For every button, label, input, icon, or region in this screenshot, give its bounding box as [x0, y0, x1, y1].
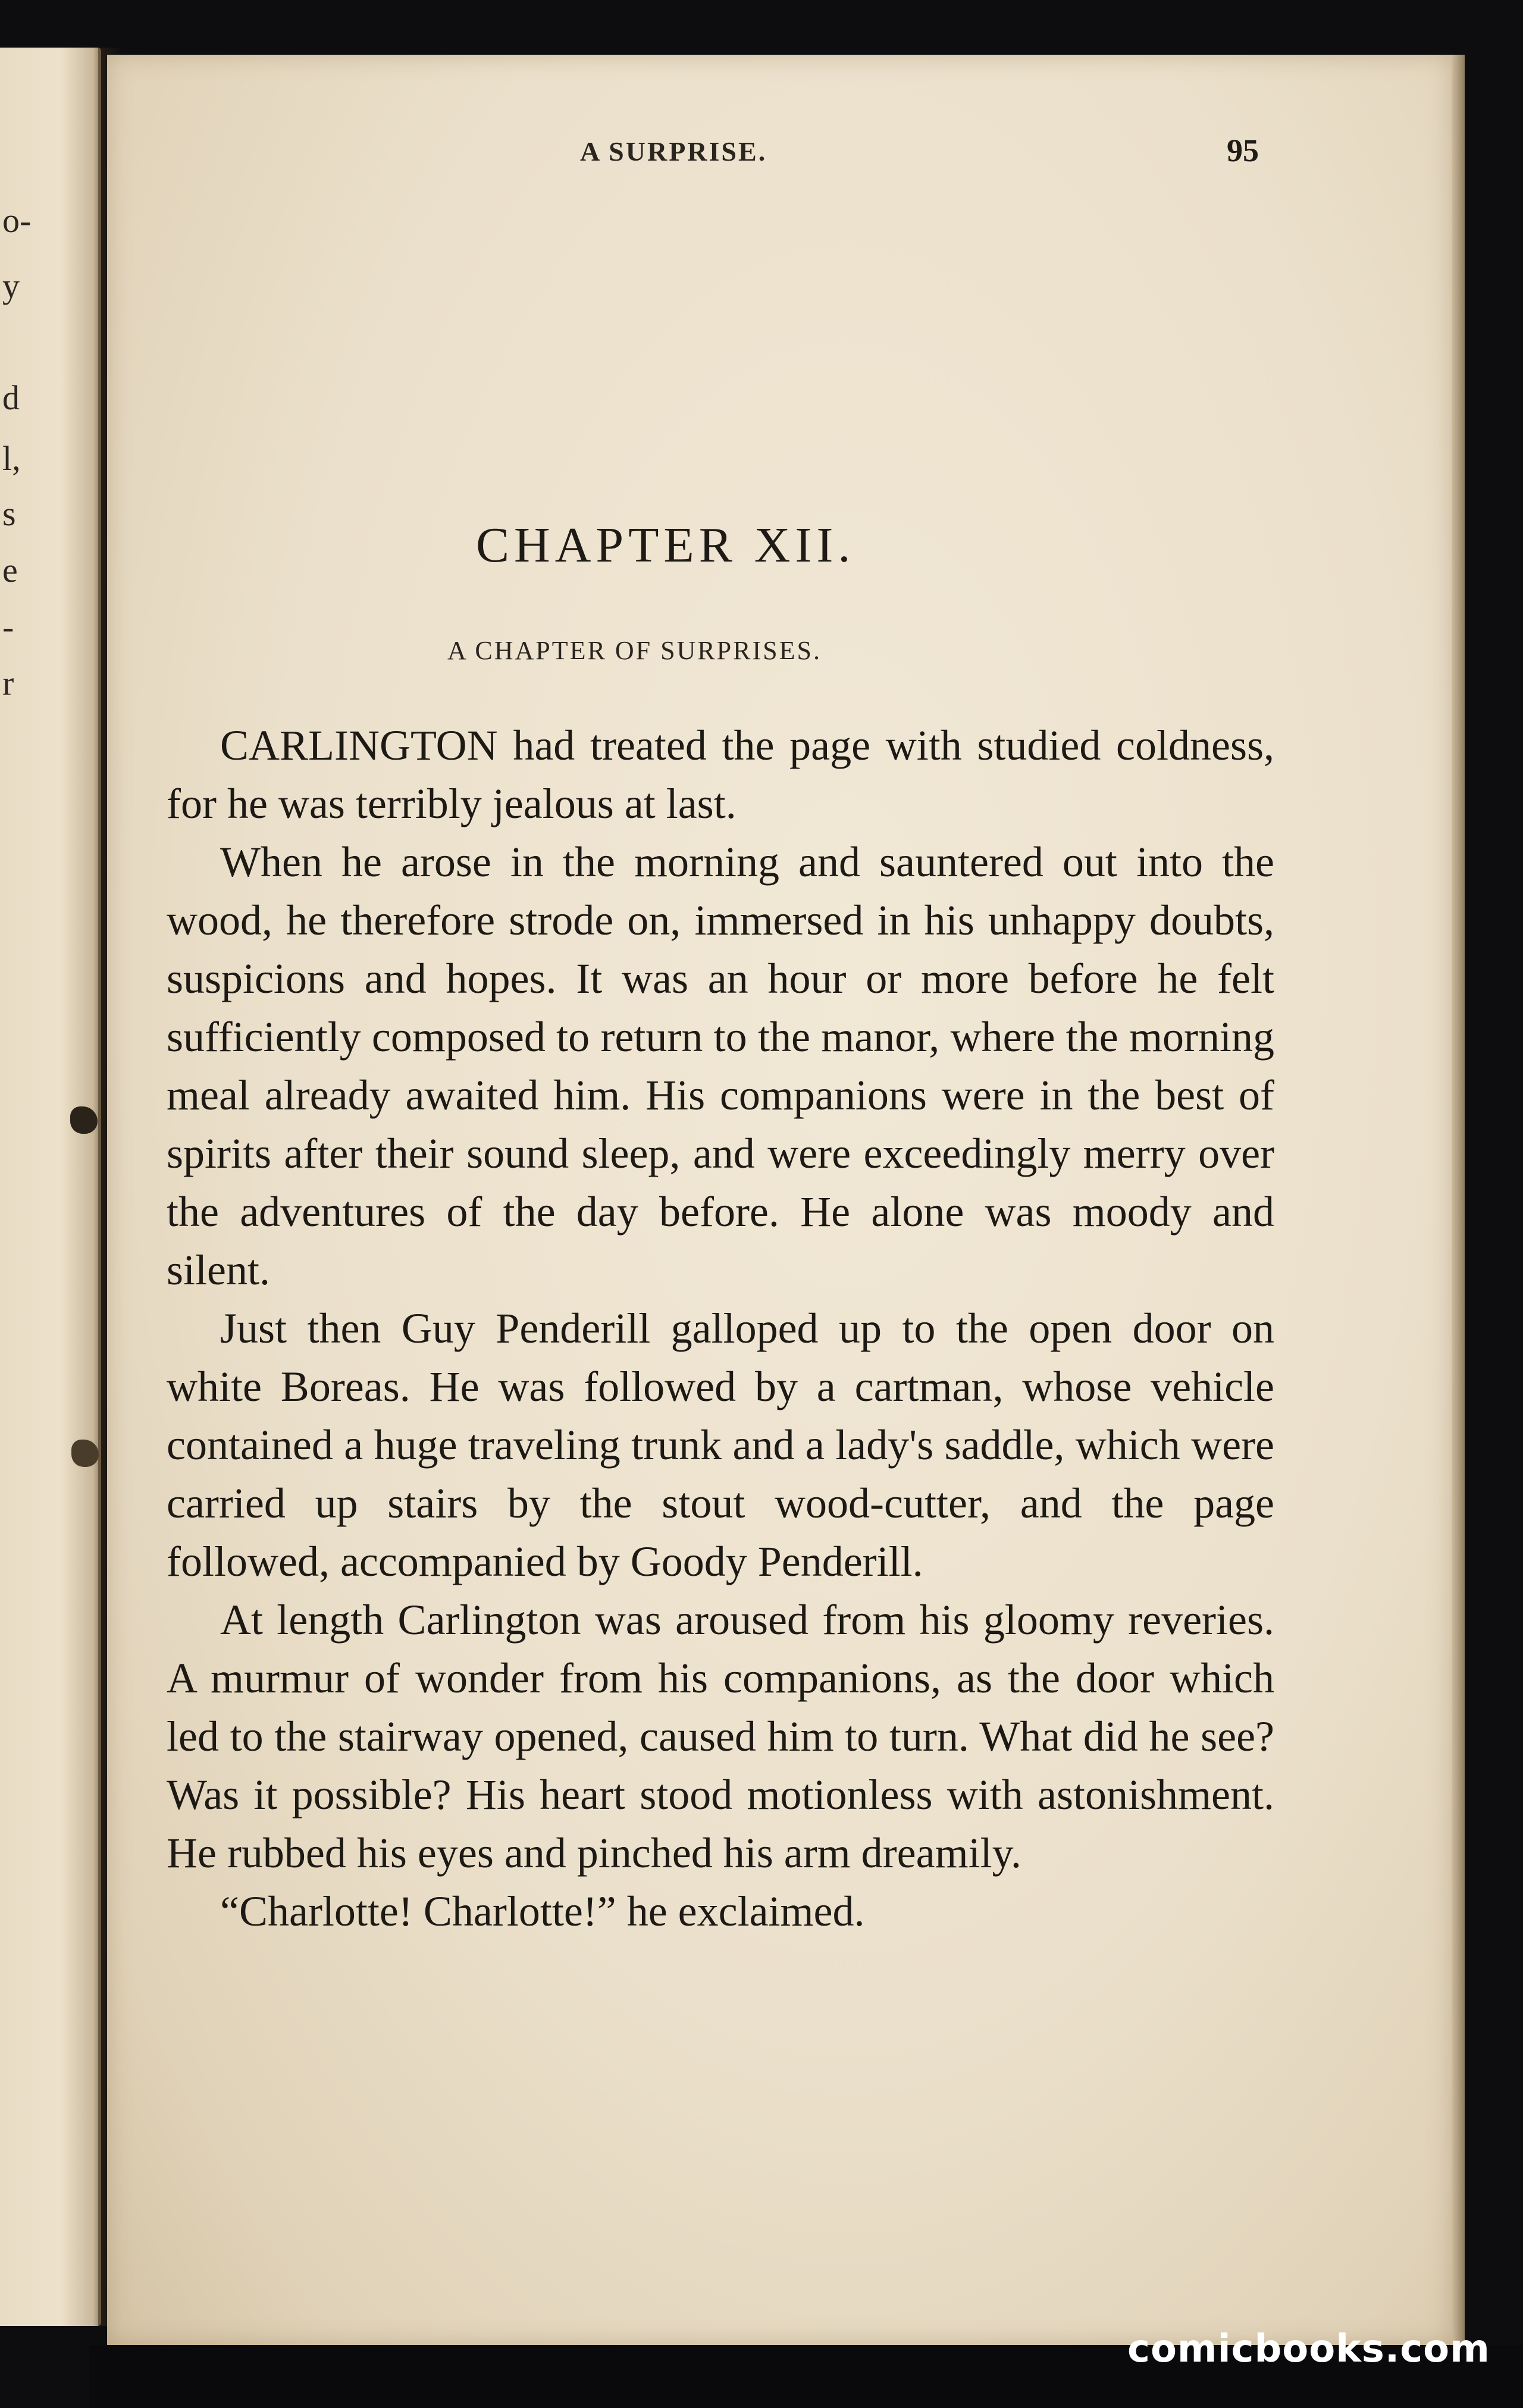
watermark: comicbooks.com [1127, 2327, 1490, 2371]
left-page-fragment: o- [2, 201, 32, 240]
paragraph: CARLINGTON had treated the page with studied coldness, for he was terribly jealous at last. [167, 722, 1274, 827]
left-page-fragment: - [2, 607, 14, 646]
chapter-body [167, 716, 1274, 1940]
left-page-fragment: y [2, 266, 20, 305]
left-page-fragment: d [2, 378, 20, 417]
paragraph: Just then Guy Penderill galloped up to the open door on white Boreas. He was followed by a cartman, whose vehicle contained a huge traveling trunk and a lady's saddle, which were carried up stairs by the stout wood-cutter, and the page followed, accompanied by Goody Penderill. [167, 1305, 1274, 1585]
page-tear-mark [70, 1106, 98, 1134]
page-number: 95 [1227, 133, 1259, 168]
left-page-fragment: r [2, 664, 14, 703]
left-page-fragment: l, [2, 439, 21, 478]
running-head: A SURPRISE. [580, 136, 767, 167]
paragraph: At length Carlington was aroused from his gloomy reveries. A murmur of wonder from his companions, as the door which led to the stairway opened, caused him to turn. What did he see? Was it possible? His heart stood motionless with astonishment. He rubbed his eyes and pinched his arm dreamily. [167, 1596, 1274, 1877]
chapter-title: CHAPTER XII. [476, 518, 855, 573]
chapter-subtitle: A CHAPTER OF SURPRISES. [447, 636, 822, 665]
paragraph: When he arose in the morning and sauntered out into the wood, he therefore strode on, immersed in his unhappy doubts, suspicions and hopes. It was an hour or more before he felt sufficiently composed to return to the manor, where the morning meal already awaited him. His companions were in the best of spirits after their sound sleep, and were exceedingly merry over the adventures of the day before. He alone was moody and silent. [167, 838, 1274, 1294]
left-page-fragment: e [2, 551, 18, 590]
paragraph: “Charlotte! Charlotte!” he exclaimed. [220, 1887, 865, 1935]
previous-page-edge [0, 48, 101, 2326]
page-edge [1452, 55, 1465, 2345]
left-page-fragment: s [2, 494, 16, 533]
page-tear-mark [71, 1440, 99, 1467]
